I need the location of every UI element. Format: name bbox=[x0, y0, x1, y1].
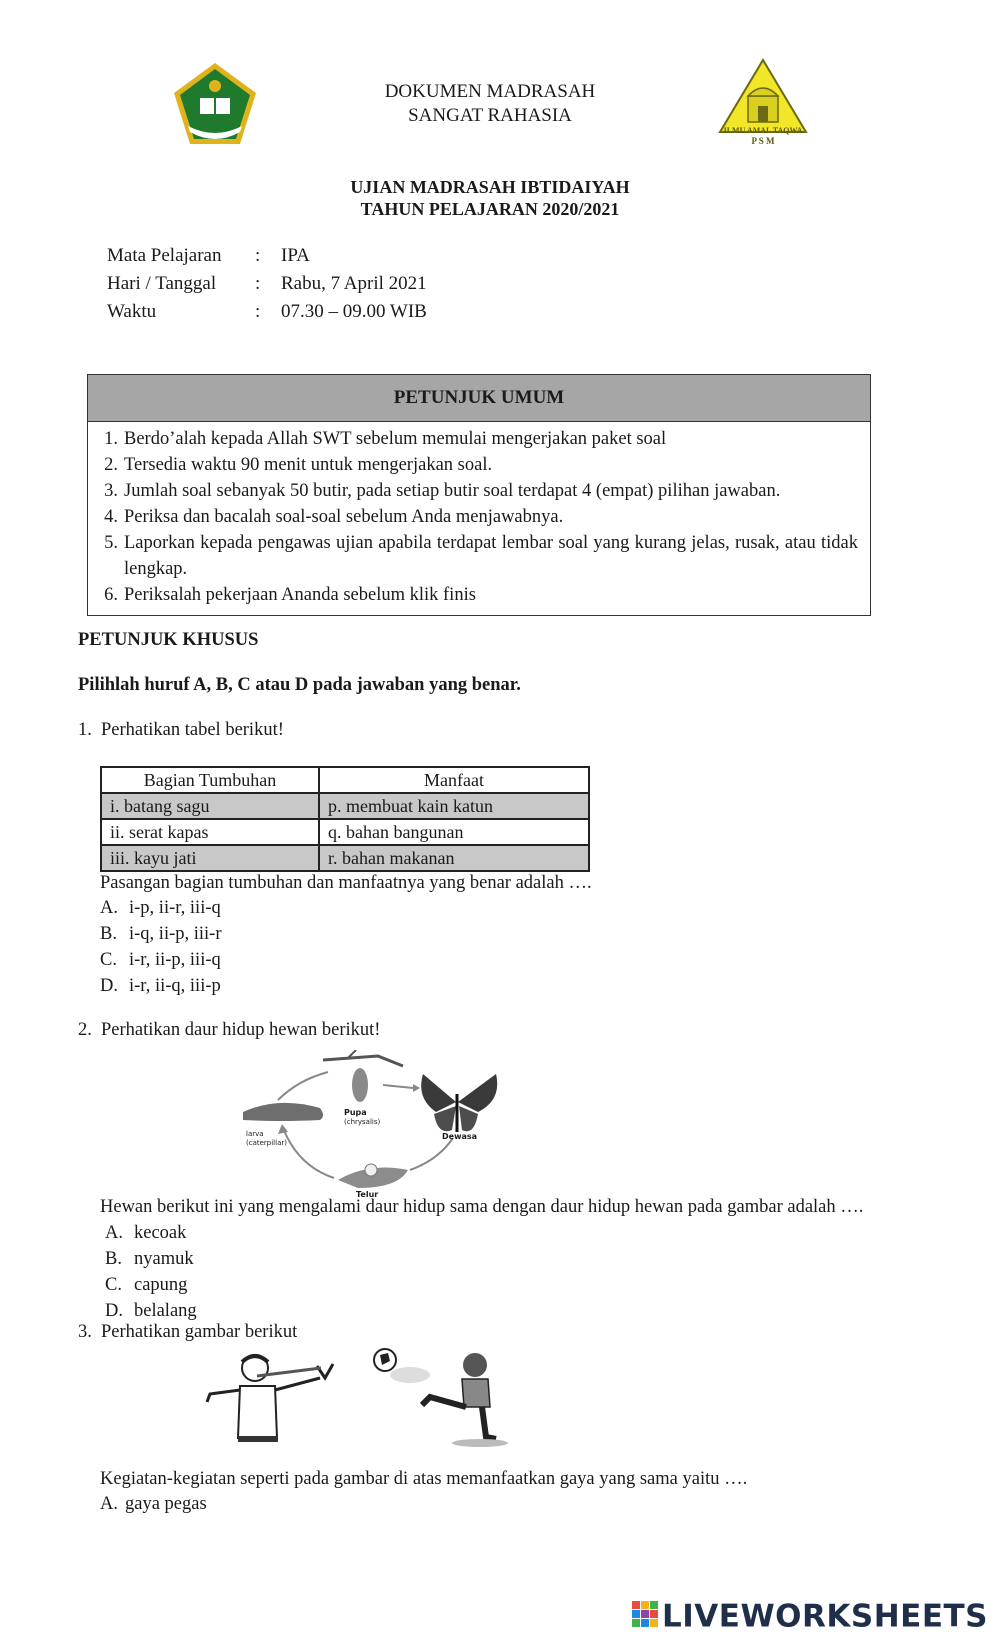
question-2-stem: Hewan berikut ini yang mengalami daur hidup sama dengan daur hidup hewan pada gambar adalah …. bbox=[100, 1197, 864, 1217]
option-letter: C. bbox=[105, 1275, 122, 1295]
info-label: Mata Pelajaran bbox=[107, 245, 222, 266]
kemenag-logo bbox=[170, 60, 260, 150]
list-item bbox=[88, 478, 858, 504]
liveworksheets-logo[interactable] bbox=[632, 1597, 988, 1635]
option-text: i-r, ii-p, iii-q bbox=[129, 950, 221, 970]
info-value: Rabu, 7 April 2021 bbox=[281, 273, 427, 294]
table-row bbox=[101, 845, 589, 871]
question-number: 1. bbox=[78, 720, 92, 740]
list-item bbox=[88, 582, 858, 608]
question-text: Perhatikan gambar berikut bbox=[101, 1322, 298, 1342]
exam-title-line-2: TAHUN PELAJARAN 2020/2021 bbox=[360, 199, 620, 219]
info-value: IPA bbox=[281, 245, 310, 266]
option-letter: C. bbox=[100, 950, 117, 970]
option-a[interactable] bbox=[100, 1491, 207, 1517]
item-text: Periksalah pekerjaan Ananda sebelum klik finis bbox=[124, 585, 476, 605]
question-2 bbox=[78, 1020, 380, 1041]
special-instructions-text: Pilihlah huruf A, B, C atau D pada jawaban yang benar. bbox=[78, 675, 521, 695]
item-text: Tersedia waktu 90 menit untuk mengerjakan soal. bbox=[124, 455, 493, 475]
info-row-date bbox=[107, 270, 427, 298]
option-letter: D. bbox=[100, 976, 118, 996]
list-item bbox=[88, 452, 858, 478]
item-number: 2. bbox=[104, 455, 118, 475]
pupa-label: Pupa bbox=[344, 1108, 367, 1117]
general-instructions-box bbox=[87, 374, 871, 616]
info-label: Hari / Tanggal bbox=[107, 273, 217, 294]
table-row bbox=[101, 793, 589, 819]
question-text: Perhatikan tabel berikut! bbox=[101, 720, 284, 740]
adult-label: Dewasa bbox=[442, 1132, 478, 1141]
option-letter: A. bbox=[100, 898, 118, 918]
table-cell: p. membuat kain katun bbox=[319, 793, 589, 819]
table-row bbox=[101, 819, 589, 845]
table-cell: q. bahan bangunan bbox=[319, 819, 589, 845]
item-number: 4. bbox=[104, 507, 118, 527]
exam-title-line-1: UJIAN MADRASAH IBTIDAIYAH bbox=[350, 177, 630, 197]
item-text: Jumlah soal sebanyak 50 butir, pada setiap butir soal terdapat 4 (empat) pilihan jawaban. bbox=[124, 481, 781, 501]
question-number: 2. bbox=[78, 1020, 92, 1040]
table-cell: ii. serat kapas bbox=[101, 819, 319, 845]
info-label: Waktu bbox=[107, 301, 157, 322]
item-text: Periksa dan bacalah soal-soal sebelum Anda menjawabnya. bbox=[124, 507, 564, 527]
larva-label: larva bbox=[246, 1130, 264, 1138]
item-number: 3. bbox=[104, 481, 118, 501]
option-c[interactable] bbox=[100, 947, 221, 973]
table-cell: iii. kayu jati bbox=[101, 845, 319, 871]
table-cell: r. bahan makanan bbox=[319, 845, 589, 871]
table-header-row bbox=[101, 767, 589, 793]
general-instructions-list bbox=[88, 426, 870, 608]
option-c[interactable] bbox=[105, 1272, 197, 1298]
option-b[interactable] bbox=[105, 1246, 197, 1272]
slingshot-boy-image bbox=[205, 1350, 345, 1450]
question-text: Perhatikan daur hidup hewan berikut! bbox=[101, 1020, 381, 1040]
general-instructions-title: PETUNJUK UMUM bbox=[88, 375, 870, 422]
question-1-stem: Pasangan bagian tumbuhan dan manfaatnya yang benar adalah …. bbox=[100, 873, 592, 893]
info-colon: : bbox=[255, 273, 261, 294]
psm-logo bbox=[718, 58, 808, 150]
question-3 bbox=[78, 1322, 297, 1343]
header-line-1: DOKUMEN MADRASAH bbox=[384, 81, 596, 102]
option-letter: A. bbox=[105, 1223, 123, 1243]
info-value: 07.30 – 09.00 WIB bbox=[281, 301, 427, 322]
table-cell: i. batang sagu bbox=[101, 793, 319, 819]
option-letter: D. bbox=[105, 1301, 123, 1321]
kicking-ball-boy-image bbox=[370, 1345, 510, 1450]
info-row-subject bbox=[107, 242, 310, 270]
option-b[interactable] bbox=[100, 921, 221, 947]
brand-icon bbox=[632, 1599, 658, 1635]
option-letter: A. bbox=[100, 1494, 118, 1514]
list-item bbox=[88, 504, 858, 530]
table-header-cell: Bagian Tumbuhan bbox=[101, 767, 319, 793]
list-item bbox=[88, 530, 858, 582]
option-d[interactable] bbox=[100, 973, 221, 999]
question-3-options bbox=[100, 1491, 207, 1517]
butterfly-life-cycle-diagram bbox=[238, 1050, 508, 1200]
option-text: kecoak bbox=[134, 1223, 187, 1243]
pupa-sublabel: (chrysalis) bbox=[344, 1118, 381, 1126]
option-text: i-q, ii-p, iii-r bbox=[129, 924, 222, 944]
psm-logo-initials: P S M bbox=[751, 136, 775, 146]
pupa-image bbox=[352, 1068, 368, 1102]
table-header-cell: Manfaat bbox=[319, 767, 589, 793]
larva-sublabel: (caterpillar) bbox=[246, 1139, 287, 1147]
info-row-time bbox=[107, 298, 427, 326]
question-1-options bbox=[100, 895, 221, 999]
brand-text: LIVEWORKSHEETS bbox=[662, 1598, 988, 1635]
document-header bbox=[330, 80, 650, 128]
option-d[interactable] bbox=[105, 1298, 197, 1324]
header-line-2: SANGAT RAHASIA bbox=[408, 105, 572, 126]
info-colon: : bbox=[255, 301, 261, 322]
plant-parts-table bbox=[100, 766, 590, 872]
item-number: 1. bbox=[104, 429, 118, 449]
option-text: capung bbox=[134, 1275, 188, 1295]
option-a[interactable] bbox=[105, 1220, 197, 1246]
option-text: gaya pegas bbox=[125, 1494, 207, 1514]
question-3-stem: Kegiatan-kegiatan seperti pada gambar di atas memanfaatkan gaya yang sama yaitu …. bbox=[100, 1469, 748, 1489]
special-instructions-title: PETUNJUK KHUSUS bbox=[78, 630, 259, 650]
butterfly-image bbox=[421, 1074, 497, 1132]
option-text: nyamuk bbox=[134, 1249, 194, 1269]
option-a[interactable] bbox=[100, 895, 221, 921]
list-item bbox=[88, 426, 858, 452]
question-2-options bbox=[105, 1220, 197, 1324]
item-text: Laporkan kepada pengawas ujian apabila terdapat lembar soal yang kurang jelas, rusak, atau tidak lengkap. bbox=[124, 533, 858, 579]
option-text: i-p, ii-r, iii-q bbox=[129, 898, 221, 918]
egg-label: Telur bbox=[356, 1190, 379, 1199]
item-text: Berdo’alah kepada Allah SWT sebelum memulai mengerjakan paket soal bbox=[124, 429, 667, 449]
option-text: i-r, ii-q, iii-p bbox=[129, 976, 221, 996]
option-letter: B. bbox=[100, 924, 117, 944]
option-text: belalang bbox=[134, 1301, 197, 1321]
item-number: 5. bbox=[104, 533, 118, 553]
question-number: 3. bbox=[78, 1322, 92, 1342]
item-number: 6. bbox=[104, 585, 118, 605]
psm-logo-motto: ILMU AMAL TAQWA bbox=[723, 126, 803, 135]
larva-image bbox=[243, 1103, 323, 1121]
exam-title bbox=[250, 176, 730, 220]
option-letter: B. bbox=[105, 1249, 122, 1269]
info-colon: : bbox=[255, 245, 261, 266]
question-1 bbox=[78, 720, 284, 741]
